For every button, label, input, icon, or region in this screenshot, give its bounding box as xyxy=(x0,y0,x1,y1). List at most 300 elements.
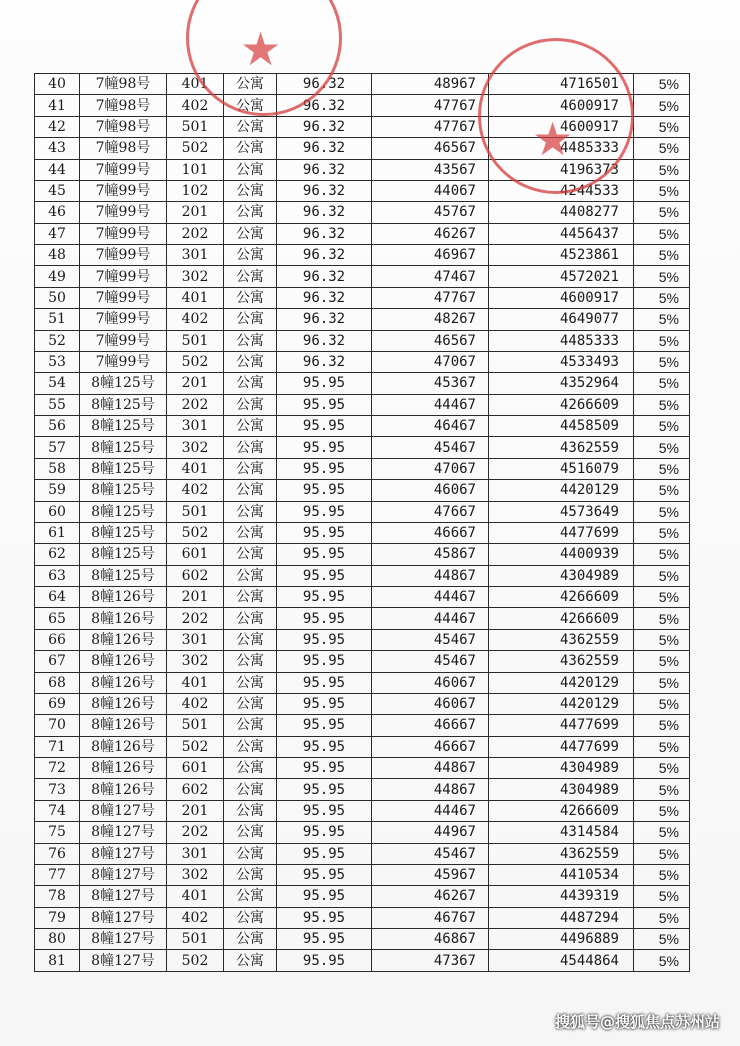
room-number-cell: 201 xyxy=(167,202,224,223)
rate-cell: 5% xyxy=(634,501,690,522)
rate-cell: 5% xyxy=(634,672,690,693)
building-unit-cell: 7幢98号 xyxy=(80,95,167,116)
room-number-cell: 301 xyxy=(167,416,224,437)
row-number-cell: 79 xyxy=(35,907,80,928)
floor-area-cell: 96.32 xyxy=(277,266,372,287)
row-number-cell: 48 xyxy=(35,245,80,266)
unit-price-cell: 47367 xyxy=(372,950,489,971)
property-type-cell: 公寓 xyxy=(224,287,277,308)
rate-cell: 5% xyxy=(634,522,690,543)
property-type-cell: 公寓 xyxy=(224,886,277,907)
table-row xyxy=(35,758,690,779)
total-price-cell: 4410534 xyxy=(489,864,634,885)
row-number-cell: 41 xyxy=(35,95,80,116)
row-number-cell: 45 xyxy=(35,180,80,201)
row-number-cell: 59 xyxy=(35,480,80,501)
building-unit-cell: 8幢126号 xyxy=(80,672,167,693)
room-number-cell: 302 xyxy=(167,864,224,885)
unit-price-cell: 46867 xyxy=(372,929,489,950)
floor-area-cell: 96.32 xyxy=(277,223,372,244)
rate-cell: 5% xyxy=(634,351,690,372)
total-price-cell: 4716501 xyxy=(489,74,634,95)
row-number-cell: 78 xyxy=(35,886,80,907)
total-price-cell: 4352964 xyxy=(489,373,634,394)
total-price-cell: 4600917 xyxy=(489,95,634,116)
rate-cell: 5% xyxy=(634,138,690,159)
building-unit-cell: 7幢99号 xyxy=(80,202,167,223)
room-number-cell: 101 xyxy=(167,159,224,180)
room-number-cell: 302 xyxy=(167,437,224,458)
rate-cell: 5% xyxy=(634,693,690,714)
property-type-cell: 公寓 xyxy=(224,522,277,543)
floor-area-cell: 95.95 xyxy=(277,458,372,479)
rate-cell: 5% xyxy=(634,437,690,458)
unit-price-cell: 47467 xyxy=(372,266,489,287)
floor-area-cell: 95.95 xyxy=(277,758,372,779)
total-price-cell: 4544864 xyxy=(489,950,634,971)
building-unit-cell: 8幢125号 xyxy=(80,373,167,394)
rate-cell: 5% xyxy=(634,373,690,394)
table-row xyxy=(35,458,690,479)
rate-cell: 5% xyxy=(634,202,690,223)
building-unit-cell: 7幢99号 xyxy=(80,309,167,330)
row-number-cell: 55 xyxy=(35,394,80,415)
building-unit-cell: 7幢98号 xyxy=(80,138,167,159)
total-price-cell: 4477699 xyxy=(489,715,634,736)
room-number-cell: 601 xyxy=(167,544,224,565)
floor-area-cell: 95.95 xyxy=(277,480,372,501)
building-unit-cell: 8幢126号 xyxy=(80,779,167,800)
building-unit-cell: 8幢127号 xyxy=(80,843,167,864)
floor-area-cell: 95.95 xyxy=(277,929,372,950)
floor-area-cell: 95.95 xyxy=(277,651,372,672)
row-number-cell: 67 xyxy=(35,651,80,672)
property-type-cell: 公寓 xyxy=(224,929,277,950)
rate-cell: 5% xyxy=(634,950,690,971)
floor-area-cell: 96.32 xyxy=(277,159,372,180)
total-price-cell: 4266609 xyxy=(489,587,634,608)
room-number-cell: 202 xyxy=(167,223,224,244)
building-unit-cell: 7幢99号 xyxy=(80,180,167,201)
room-number-cell: 302 xyxy=(167,651,224,672)
unit-price-cell: 46967 xyxy=(372,245,489,266)
rate-cell: 5% xyxy=(634,800,690,821)
unit-price-cell: 45467 xyxy=(372,437,489,458)
total-price-cell: 4600917 xyxy=(489,116,634,137)
table-row xyxy=(35,180,690,201)
property-type-cell: 公寓 xyxy=(224,437,277,458)
table-row xyxy=(35,907,690,928)
property-type-cell: 公寓 xyxy=(224,651,277,672)
table-row xyxy=(35,522,690,543)
property-type-cell: 公寓 xyxy=(224,159,277,180)
row-number-cell: 58 xyxy=(35,458,80,479)
table-row xyxy=(35,715,690,736)
unit-price-cell: 46067 xyxy=(372,672,489,693)
unit-price-cell: 43567 xyxy=(372,159,489,180)
row-number-cell: 40 xyxy=(35,74,80,95)
total-price-cell: 4477699 xyxy=(489,522,634,543)
building-unit-cell: 8幢125号 xyxy=(80,480,167,501)
row-number-cell: 76 xyxy=(35,843,80,864)
property-type-cell: 公寓 xyxy=(224,373,277,394)
total-price-cell: 4458509 xyxy=(489,416,634,437)
floor-area-cell: 95.95 xyxy=(277,522,372,543)
unit-price-table xyxy=(34,73,690,972)
row-number-cell: 42 xyxy=(35,116,80,137)
property-type-cell: 公寓 xyxy=(224,672,277,693)
room-number-cell: 502 xyxy=(167,736,224,757)
table-row xyxy=(35,394,690,415)
building-unit-cell: 8幢126号 xyxy=(80,715,167,736)
room-number-cell: 501 xyxy=(167,501,224,522)
table-row xyxy=(35,950,690,971)
building-unit-cell: 8幢126号 xyxy=(80,693,167,714)
unit-price-cell: 47667 xyxy=(372,501,489,522)
total-price-cell: 4649077 xyxy=(489,309,634,330)
property-type-cell: 公寓 xyxy=(224,736,277,757)
row-number-cell: 81 xyxy=(35,950,80,971)
table-row xyxy=(35,929,690,950)
floor-area-cell: 96.32 xyxy=(277,180,372,201)
floor-area-cell: 95.95 xyxy=(277,864,372,885)
property-type-cell: 公寓 xyxy=(224,458,277,479)
floor-area-cell: 96.32 xyxy=(277,287,372,308)
table-row xyxy=(35,886,690,907)
row-number-cell: 70 xyxy=(35,715,80,736)
total-price-cell: 4456437 xyxy=(489,223,634,244)
unit-price-cell: 44467 xyxy=(372,608,489,629)
building-unit-cell: 8幢127号 xyxy=(80,800,167,821)
total-price-cell: 4485333 xyxy=(489,330,634,351)
floor-area-cell: 95.95 xyxy=(277,822,372,843)
building-unit-cell: 7幢99号 xyxy=(80,223,167,244)
room-number-cell: 502 xyxy=(167,522,224,543)
unit-price-cell: 46667 xyxy=(372,715,489,736)
room-number-cell: 602 xyxy=(167,779,224,800)
property-type-cell: 公寓 xyxy=(224,629,277,650)
unit-price-cell: 46067 xyxy=(372,480,489,501)
rate-cell: 5% xyxy=(634,715,690,736)
table-row xyxy=(35,309,690,330)
floor-area-cell: 95.95 xyxy=(277,843,372,864)
floor-area-cell: 96.32 xyxy=(277,330,372,351)
row-number-cell: 66 xyxy=(35,629,80,650)
floor-area-cell: 95.95 xyxy=(277,565,372,586)
floor-area-cell: 95.95 xyxy=(277,587,372,608)
table-row xyxy=(35,159,690,180)
rate-cell: 5% xyxy=(634,159,690,180)
unit-price-cell: 48267 xyxy=(372,309,489,330)
room-number-cell: 501 xyxy=(167,330,224,351)
rate-cell: 5% xyxy=(634,843,690,864)
property-type-cell: 公寓 xyxy=(224,587,277,608)
property-type-cell: 公寓 xyxy=(224,416,277,437)
rate-cell: 5% xyxy=(634,95,690,116)
table-row xyxy=(35,693,690,714)
total-price-cell: 4573649 xyxy=(489,501,634,522)
table-row xyxy=(35,651,690,672)
property-type-cell: 公寓 xyxy=(224,822,277,843)
floor-area-cell: 95.95 xyxy=(277,629,372,650)
row-number-cell: 61 xyxy=(35,522,80,543)
room-number-cell: 402 xyxy=(167,480,224,501)
building-unit-cell: 8幢125号 xyxy=(80,522,167,543)
room-number-cell: 202 xyxy=(167,608,224,629)
total-price-cell: 4485333 xyxy=(489,138,634,159)
unit-price-cell: 44967 xyxy=(372,822,489,843)
property-type-cell: 公寓 xyxy=(224,480,277,501)
room-number-cell: 501 xyxy=(167,715,224,736)
total-price-cell: 4266609 xyxy=(489,800,634,821)
row-number-cell: 80 xyxy=(35,929,80,950)
row-number-cell: 44 xyxy=(35,159,80,180)
building-unit-cell: 8幢125号 xyxy=(80,437,167,458)
property-type-cell: 公寓 xyxy=(224,180,277,201)
building-unit-cell: 8幢126号 xyxy=(80,736,167,757)
building-unit-cell: 8幢127号 xyxy=(80,864,167,885)
room-number-cell: 202 xyxy=(167,822,224,843)
building-unit-cell: 8幢125号 xyxy=(80,501,167,522)
room-number-cell: 401 xyxy=(167,287,224,308)
unit-price-cell: 46267 xyxy=(372,886,489,907)
property-type-cell: 公寓 xyxy=(224,779,277,800)
row-number-cell: 71 xyxy=(35,736,80,757)
floor-area-cell: 95.95 xyxy=(277,672,372,693)
building-unit-cell: 8幢126号 xyxy=(80,608,167,629)
unit-price-cell: 47767 xyxy=(372,287,489,308)
row-number-cell: 57 xyxy=(35,437,80,458)
floor-area-cell: 95.95 xyxy=(277,736,372,757)
floor-area-cell: 96.32 xyxy=(277,74,372,95)
property-type-cell: 公寓 xyxy=(224,394,277,415)
total-price-cell: 4600917 xyxy=(489,287,634,308)
floor-area-cell: 95.95 xyxy=(277,544,372,565)
rate-cell: 5% xyxy=(634,651,690,672)
building-unit-cell: 8幢125号 xyxy=(80,458,167,479)
rate-cell: 5% xyxy=(634,907,690,928)
rate-cell: 5% xyxy=(634,180,690,201)
row-number-cell: 50 xyxy=(35,287,80,308)
property-type-cell: 公寓 xyxy=(224,245,277,266)
total-price-cell: 4400939 xyxy=(489,544,634,565)
floor-area-cell: 95.95 xyxy=(277,886,372,907)
unit-price-cell: 46667 xyxy=(372,736,489,757)
rate-cell: 5% xyxy=(634,864,690,885)
table-row xyxy=(35,629,690,650)
room-number-cell: 402 xyxy=(167,95,224,116)
floor-area-cell: 95.95 xyxy=(277,800,372,821)
row-number-cell: 68 xyxy=(35,672,80,693)
seal-star-icon: ★ xyxy=(240,22,282,76)
unit-price-cell: 47767 xyxy=(372,116,489,137)
room-number-cell: 402 xyxy=(167,309,224,330)
building-unit-cell: 8幢127号 xyxy=(80,907,167,928)
building-unit-cell: 8幢125号 xyxy=(80,416,167,437)
property-type-cell: 公寓 xyxy=(224,693,277,714)
table-row xyxy=(35,843,690,864)
unit-price-cell: 45967 xyxy=(372,864,489,885)
property-type-cell: 公寓 xyxy=(224,309,277,330)
floor-area-cell: 95.95 xyxy=(277,715,372,736)
unit-price-cell: 44067 xyxy=(372,180,489,201)
total-price-cell: 4420129 xyxy=(489,693,634,714)
rate-cell: 5% xyxy=(634,287,690,308)
room-number-cell: 401 xyxy=(167,672,224,693)
rate-cell: 5% xyxy=(634,394,690,415)
table-row xyxy=(35,116,690,137)
table-row xyxy=(35,565,690,586)
source-watermark: 搜狐号@搜狐焦点苏州站 xyxy=(554,1013,720,1031)
total-price-cell: 4408277 xyxy=(489,202,634,223)
building-unit-cell: 7幢99号 xyxy=(80,351,167,372)
total-price-cell: 4533493 xyxy=(489,351,634,372)
row-number-cell: 43 xyxy=(35,138,80,159)
unit-price-cell: 45767 xyxy=(372,202,489,223)
table-row xyxy=(35,223,690,244)
total-price-cell: 4487294 xyxy=(489,907,634,928)
total-price-cell: 4304989 xyxy=(489,758,634,779)
row-number-cell: 52 xyxy=(35,330,80,351)
unit-price-cell: 45467 xyxy=(372,629,489,650)
rate-cell: 5% xyxy=(634,587,690,608)
floor-area-cell: 96.32 xyxy=(277,95,372,116)
property-type-cell: 公寓 xyxy=(224,95,277,116)
table-row xyxy=(35,416,690,437)
building-unit-cell: 7幢99号 xyxy=(80,245,167,266)
rate-cell: 5% xyxy=(634,779,690,800)
rate-cell: 5% xyxy=(634,309,690,330)
rate-cell: 5% xyxy=(634,223,690,244)
property-type-cell: 公寓 xyxy=(224,116,277,137)
unit-price-cell: 44467 xyxy=(372,394,489,415)
total-price-cell: 4362559 xyxy=(489,651,634,672)
total-price-cell: 4477699 xyxy=(489,736,634,757)
room-number-cell: 502 xyxy=(167,950,224,971)
row-number-cell: 53 xyxy=(35,351,80,372)
room-number-cell: 201 xyxy=(167,800,224,821)
room-number-cell: 402 xyxy=(167,693,224,714)
floor-area-cell: 95.95 xyxy=(277,693,372,714)
rate-cell: 5% xyxy=(634,758,690,779)
property-type-cell: 公寓 xyxy=(224,843,277,864)
unit-price-cell: 45867 xyxy=(372,544,489,565)
building-unit-cell: 7幢99号 xyxy=(80,266,167,287)
unit-price-cell: 44867 xyxy=(372,758,489,779)
property-type-cell: 公寓 xyxy=(224,202,277,223)
unit-price-cell: 44467 xyxy=(372,587,489,608)
floor-area-cell: 95.95 xyxy=(277,416,372,437)
floor-area-cell: 95.95 xyxy=(277,950,372,971)
building-unit-cell: 8幢126号 xyxy=(80,629,167,650)
room-number-cell: 301 xyxy=(167,245,224,266)
total-price-cell: 4196373 xyxy=(489,159,634,180)
room-number-cell: 601 xyxy=(167,758,224,779)
floor-area-cell: 96.32 xyxy=(277,138,372,159)
floor-area-cell: 95.95 xyxy=(277,608,372,629)
table-row xyxy=(35,480,690,501)
room-number-cell: 502 xyxy=(167,138,224,159)
table-row xyxy=(35,822,690,843)
row-number-cell: 62 xyxy=(35,544,80,565)
rate-cell: 5% xyxy=(634,544,690,565)
unit-price-cell: 47067 xyxy=(372,351,489,372)
total-price-cell: 4314584 xyxy=(489,822,634,843)
total-price-cell: 4266609 xyxy=(489,608,634,629)
row-number-cell: 69 xyxy=(35,693,80,714)
unit-price-cell: 47067 xyxy=(372,458,489,479)
property-type-cell: 公寓 xyxy=(224,330,277,351)
unit-price-cell: 45367 xyxy=(372,373,489,394)
total-price-cell: 4362559 xyxy=(489,437,634,458)
property-type-cell: 公寓 xyxy=(224,351,277,372)
room-number-cell: 401 xyxy=(167,458,224,479)
room-number-cell: 301 xyxy=(167,629,224,650)
property-type-cell: 公寓 xyxy=(224,715,277,736)
floor-area-cell: 96.32 xyxy=(277,202,372,223)
total-price-cell: 4439319 xyxy=(489,886,634,907)
table-row xyxy=(35,287,690,308)
building-unit-cell: 8幢127号 xyxy=(80,929,167,950)
room-number-cell: 102 xyxy=(167,180,224,201)
unit-price-cell: 46067 xyxy=(372,693,489,714)
rate-cell: 5% xyxy=(634,266,690,287)
room-number-cell: 501 xyxy=(167,929,224,950)
rate-cell: 5% xyxy=(634,822,690,843)
floor-area-cell: 96.32 xyxy=(277,351,372,372)
table-row xyxy=(35,672,690,693)
property-type-cell: 公寓 xyxy=(224,907,277,928)
building-unit-cell: 8幢127号 xyxy=(80,886,167,907)
property-type-cell: 公寓 xyxy=(224,74,277,95)
row-number-cell: 47 xyxy=(35,223,80,244)
row-number-cell: 65 xyxy=(35,608,80,629)
unit-price-cell: 45467 xyxy=(372,651,489,672)
room-number-cell: 501 xyxy=(167,116,224,137)
total-price-cell: 4420129 xyxy=(489,672,634,693)
floor-area-cell: 95.95 xyxy=(277,437,372,458)
room-number-cell: 401 xyxy=(167,886,224,907)
unit-price-cell: 44467 xyxy=(372,800,489,821)
unit-price-cell: 47767 xyxy=(372,95,489,116)
row-number-cell: 77 xyxy=(35,864,80,885)
total-price-cell: 4496889 xyxy=(489,929,634,950)
rate-cell: 5% xyxy=(634,330,690,351)
rate-cell: 5% xyxy=(634,565,690,586)
row-number-cell: 64 xyxy=(35,587,80,608)
room-number-cell: 201 xyxy=(167,587,224,608)
table-row xyxy=(35,95,690,116)
row-number-cell: 46 xyxy=(35,202,80,223)
room-number-cell: 401 xyxy=(167,74,224,95)
floor-area-cell: 95.95 xyxy=(277,394,372,415)
rate-cell: 5% xyxy=(634,245,690,266)
unit-price-cell: 46567 xyxy=(372,138,489,159)
table-row xyxy=(35,330,690,351)
row-number-cell: 74 xyxy=(35,800,80,821)
unit-price-cell: 46567 xyxy=(372,330,489,351)
building-unit-cell: 7幢99号 xyxy=(80,287,167,308)
total-price-cell: 4304989 xyxy=(489,779,634,800)
row-number-cell: 75 xyxy=(35,822,80,843)
table-row xyxy=(35,779,690,800)
property-type-cell: 公寓 xyxy=(224,864,277,885)
table-row xyxy=(35,437,690,458)
room-number-cell: 502 xyxy=(167,351,224,372)
row-number-cell: 49 xyxy=(35,266,80,287)
total-price-cell: 4304989 xyxy=(489,565,634,586)
unit-price-cell: 44867 xyxy=(372,779,489,800)
